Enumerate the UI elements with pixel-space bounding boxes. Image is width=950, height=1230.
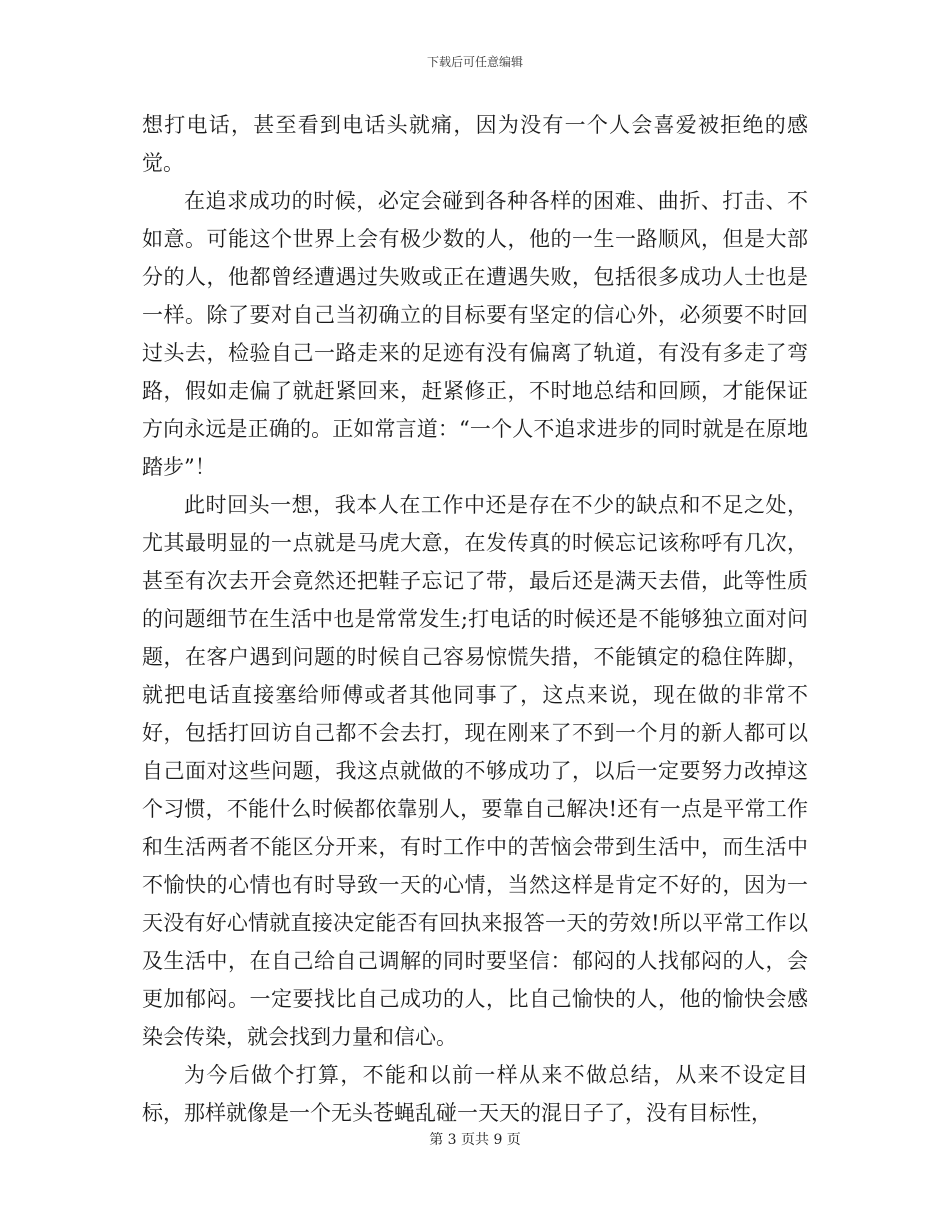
paragraph-pursuing-success: 在追求成功的时候，必定会碰到各种各样的困难、曲折、打击、不如意。可能这个世界上会有极少数的人，他的一生一路顺风，但是大部分的人，他都曾经遭遇过失败或正在遭遇失败，包括很多成功人士也是一样。除了要对自己当初确立的目标要有坚定的信心外，必须要不时回过头去，检验自己一路走来的足迹有没有偏离了轨道，有没有多走了弯路，假如走偏了就赶紧回来，赶紧修正，不时地总结和回顾，才能保证方向永远是正确的。正如常言道：“一个人不追求进步的同时就是在原地踏步”！ <box>142 189 808 479</box>
page-header: 下载后可任意编辑 <box>426 55 523 69</box>
page-number-footer: 第 3 页共 9 页 <box>429 1132 521 1148</box>
paragraph-future-plans: 为今后做个打算，不能和以前一样从来不做总结，从来不设定目标，那样就像是一个无头苍蝇乱碰一天天的混日子了，没有目标性， <box>142 1063 808 1125</box>
document-body <box>142 106 808 1132</box>
paragraph-self-reflection: 此时回头一想，我本人在工作中还是存在不少的缺点和不足之处，尤其最明显的一点就是马虎大意，在发传真的时候忘记该称呼有几次，甚至有次去开会竟然还把鞋子忘记了带，最后还是满天去借，此等性质的问题细节在生活中也是常常发生;打电话的时候还是不能够独立面对问题，在客户遇到问题的时候自己容易惊慌失措，不能镇定的稳住阵脚，就把电话直接塞给师傅或者其他同事了，这点来说，现在做的非常不好，包括打回访自己都不会去打，现在刚来了不到一个月的新人都可以自己面对这些问题，我这点就做的不够成功了，以后一定要努力改掉这个习惯，不能什么时候都依靠别人，要靠自己解决!还有一点是平常工作和生活两者不能区分开来，有时工作中的苦恼会带到生活中，而生活中不愉快的心情也有时导致一天的心情，当然这样是肯定不好的，因为一天没有好心情就直接决定能否有回执来报答一天的劳效!所以平常工作以及生活中，在自己给自己调解的同时要坚信：郁闷的人找郁闷的人，会更加郁闷。一定要找比自己成功的人，比自己愉快的人，他的愉快会感染会传染，就会找到力量和信心。 <box>142 493 808 1049</box>
paragraph-continued: 想打电话，甚至看到电话头就痛，因为没有一个人会喜爱被拒绝的感觉。 <box>142 113 808 175</box>
